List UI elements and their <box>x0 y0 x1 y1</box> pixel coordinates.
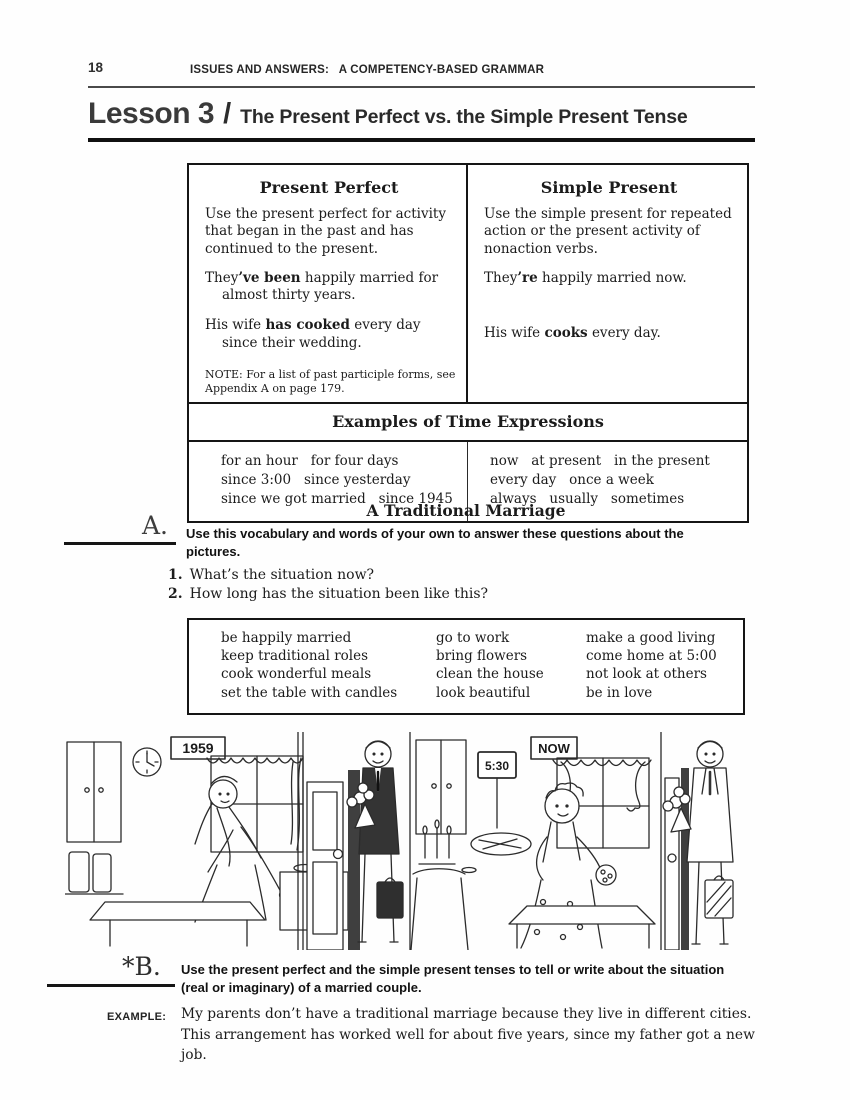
vocabulary-box <box>187 618 745 715</box>
cupboard-now-icon <box>416 740 466 834</box>
section-a-instruction: Use this vocabulary and words of your own to answer these questions about the pictures. <box>186 526 684 559</box>
svg-text:5:30: 5:30 <box>484 759 510 773</box>
simple-present-rule: Use the simple present for repeated action or the present activity of nonaction verbs. <box>484 206 732 257</box>
time-expressions-present-perfect: for an hour for four days since 3:00 since yesterday since we got married since 1945 <box>189 442 468 521</box>
example-sentence: They’re happily married now. <box>484 269 687 286</box>
woven-tray-icon <box>471 833 531 855</box>
illustration-svg <box>65 732 745 950</box>
header-rule <box>88 86 755 88</box>
section-b-instruction: Use the present perfect and the simple present tenses to tell or write about the situation (real or imaginary) of a married couple. <box>181 962 725 995</box>
present-perfect-heading: Present Perfect <box>259 178 399 197</box>
example-text: My parents don’t have a traditional marriage because they live in different cities. This arrangement has worked well for about five years, since my father got a new job. <box>181 1006 755 1064</box>
floral-mitt-icon <box>596 865 616 885</box>
section-a-rule <box>64 542 176 545</box>
time-expressions-heading: Examples of Time Expressions <box>189 402 747 442</box>
section-b-label: *B. <box>122 952 161 981</box>
vocab-column-3: make a good living come home at 5:00 not look at others be in love <box>586 630 717 701</box>
table-1959-icon <box>90 902 265 946</box>
section-b-rule <box>47 984 175 987</box>
question-list <box>168 566 488 603</box>
example-sentence: His wife cooks every day. <box>484 325 661 342</box>
question-item: 1. What’s the situation now? <box>168 567 375 583</box>
door-now-icon <box>661 732 689 950</box>
svg-text:1959: 1959 <box>182 740 214 756</box>
lesson-separator: / <box>223 98 232 130</box>
simple-present-heading: Simple Present <box>540 178 678 197</box>
present-perfect-rule: Use the present perfect for activity that began in the past and has continued to the present. <box>205 206 446 257</box>
now-label <box>531 737 577 759</box>
lesson-number: Lesson 3 <box>88 97 215 130</box>
marriage-illustration <box>65 732 745 950</box>
running-head: ISSUES AND ANSWERS: A COMPETENCY-BASED GRAMMAR <box>190 64 545 76</box>
simple-present-cell <box>468 165 747 402</box>
vocab-column-2: go to work bring flowers clean the house look beautiful <box>436 630 544 701</box>
section-a-label: A. <box>142 511 169 540</box>
example-sentence: His wife has cooked every day since their wedding. <box>205 317 421 351</box>
exercise-title: A Traditional Marriage <box>366 501 566 520</box>
briefcase-icon <box>705 876 733 918</box>
past-participle-note: NOTE: For a list of past participle forms, see Appendix A on page 179. <box>205 367 456 396</box>
example-sentence: They’ve been happily married for almost thirty years. <box>205 269 439 304</box>
candles-icon <box>411 820 476 950</box>
lesson-rule <box>88 138 755 142</box>
scene-now <box>410 732 733 950</box>
wife-1959-figure <box>195 776 287 922</box>
analog-clock-icon <box>133 748 161 776</box>
cupboard-icon <box>65 742 123 894</box>
svg-text:NOW: NOW <box>538 741 570 756</box>
door-1959-icon <box>298 732 360 950</box>
example-label: EXAMPLE: <box>107 1011 167 1023</box>
lesson-title: The Present Perfect vs. the Simple Present Tense <box>240 106 688 128</box>
time-expressions-simple-present: now at present in the present every day once a week always usually sometimes <box>490 453 710 508</box>
digital-clock-icon <box>478 752 516 828</box>
present-perfect-cell <box>189 165 468 402</box>
scene-1959 <box>65 732 403 950</box>
lesson-heading <box>88 97 755 131</box>
question-item: 2. How long has the situation been like this? <box>168 585 489 602</box>
briefcase-icon <box>377 882 403 918</box>
grammar-table <box>187 163 749 523</box>
vocab-column-1: be happily married keep traditional roles cook wonderful meals set the table with candles <box>221 630 398 701</box>
page-number: 18 <box>88 60 104 75</box>
